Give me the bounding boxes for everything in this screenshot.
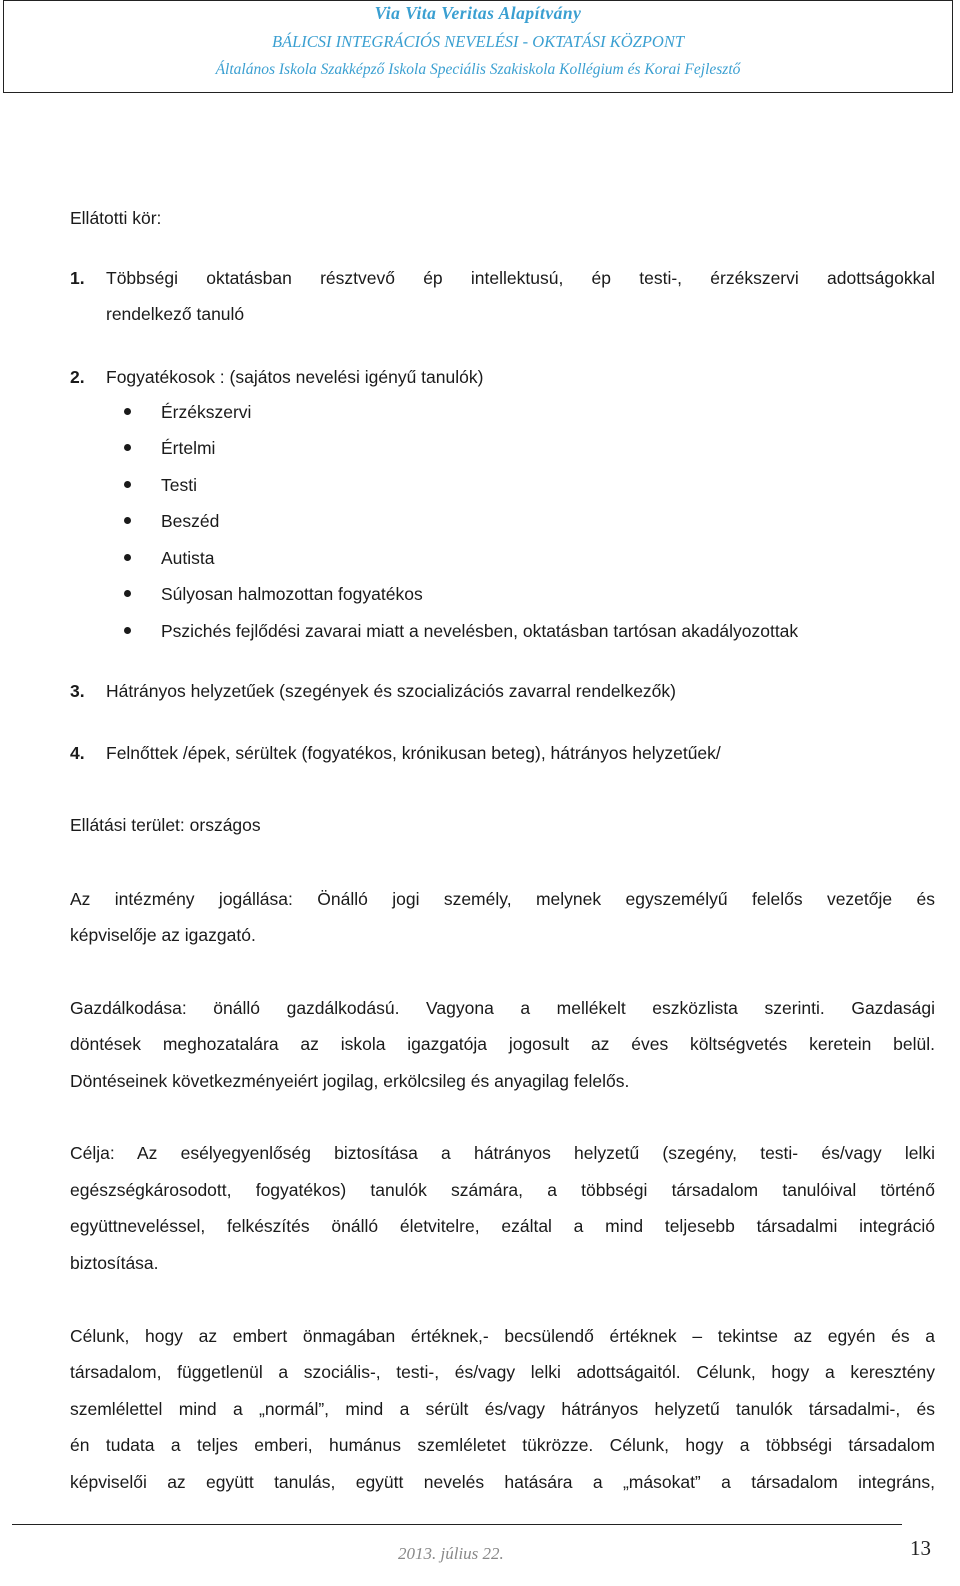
celunk-line4: én tudata a teljes emberi, humánus szemléletet tükrözze. Célunk, hogy a többségi társadalom	[70, 1435, 935, 1455]
list-number-2: 2.	[70, 367, 85, 387]
bullet-dot	[124, 408, 131, 415]
celja-line1: Célja: Az esélyegyenlőség biztosítása a hátrányos helyzetű (szegény, testi- és/vagy lelki	[70, 1143, 935, 1163]
list-number-4: 4.	[70, 743, 85, 763]
bullet-item-autista: Autista	[161, 548, 215, 568]
bullet-dot	[124, 554, 131, 561]
list-item-3: Hátrányos helyzetűek (szegények és szocializációs zavarral rendelkezők)	[106, 681, 676, 701]
list-item-2: Fogyatékosok : (sajátos nevelési igényű tanulók)	[106, 367, 484, 387]
jogallas-line2: képviselője az igazgató.	[70, 925, 256, 945]
letterhead	[3, 0, 953, 93]
bullet-item-pszichés: Pszichés fejlődési zavarai miatt a nevelésben, oktatásban tartósan akadályozottak	[161, 621, 799, 641]
bullet-item-erzekszervi: Érzékszervi	[161, 402, 252, 422]
jogallas-line1: Az intézmény jogállása: Önálló jogi személy, melynek egyszemélyű felelős vezetője és	[70, 889, 935, 909]
bullet-item-sulyosan: Súlyosan halmozottan fogyatékos	[161, 584, 423, 604]
bullet-dot	[124, 444, 131, 451]
celja-line3: együttneveléssel, felkészítés önálló életvitelre, ezáltal a mind teljesebb társadalmi integráció	[70, 1216, 935, 1236]
gazdalkodas-line3: Döntéseinek következményeiért jogilag, erkölcsileg és anyagilag felelős.	[70, 1071, 630, 1091]
bullet-dot	[124, 517, 131, 524]
footer-date: 2013. július 22.	[398, 1544, 504, 1563]
celja-line4: biztosítása.	[70, 1253, 159, 1273]
bullet-item-testi: Testi	[161, 475, 197, 495]
section-heading-ellatotti: Ellátotti kör:	[70, 208, 162, 228]
celja-line2: egészségkárosodott, fogyatékos) tanulók számára, a többségi társadalom tanulóival történő	[70, 1180, 935, 1200]
celunk-line5: képviselői az együtt tanulás, együtt nevelés hatására a „másokat” a társadalom integráns,	[70, 1472, 935, 1492]
gazdalkodas-line1: Gazdálkodása: önálló gazdálkodású. Vagyona a mellékelt eszközlista szerinti. Gazdasági	[70, 998, 935, 1018]
celunk-line1: Célunk, hogy az embert önmagában értéknek,- becsülendő értéknek – tekintse az egyén és a	[70, 1326, 935, 1346]
celunk-line2: társadalom, függetlenül a szociális-, testi-, és/vagy lelki adottságaitól. Célunk, hogy a keresztény	[70, 1362, 935, 1382]
ellatasi-terulet: Ellátási terület: országos	[70, 815, 261, 835]
letterhead-foundation-name: Via Vita Veritas Alapítvány	[374, 3, 582, 23]
bullet-dot	[124, 481, 131, 488]
list-item-4: Felnőttek /épek, sérültek (fogyatékos, krónikusan beteg), hátrányos helyzetűek/	[106, 743, 721, 763]
celunk-line3: szemlélettel mind a „normál”, mind a sérült és/vagy hátrányos helyzetű tanulók társadalmi-, és	[70, 1399, 935, 1419]
letterhead-center-name: BÁLICSI INTEGRÁCIÓS NEVELÉSI - OKTATÁSI KÖZPONT	[271, 32, 685, 51]
page-number: 13	[910, 1536, 931, 1560]
bullet-dot	[124, 627, 131, 634]
gazdalkodas-line2: döntések meghozatalára az iskola igazgatója jogosult az éves költségvetés keretein belül.	[70, 1034, 935, 1054]
list-number-1: 1.	[70, 268, 85, 288]
bullet-item-ertelmi: Értelmi	[161, 438, 216, 458]
letterhead-school-types: Általános Iskola Szakképző Iskola Speciális Szakiskola Kollégium és Korai Fejlesztő	[215, 61, 741, 78]
list-number-3: 3.	[70, 681, 85, 701]
list-item-1-line2: rendelkező tanuló	[106, 304, 245, 324]
bullet-dot	[124, 590, 131, 597]
footer-divider	[12, 1524, 902, 1525]
list-item-1-line1: Többségi oktatásban résztvevő ép intellektusú, ép testi-, érzékszervi adottságokkal	[106, 268, 935, 288]
bullet-item-beszed: Beszéd	[161, 511, 220, 531]
